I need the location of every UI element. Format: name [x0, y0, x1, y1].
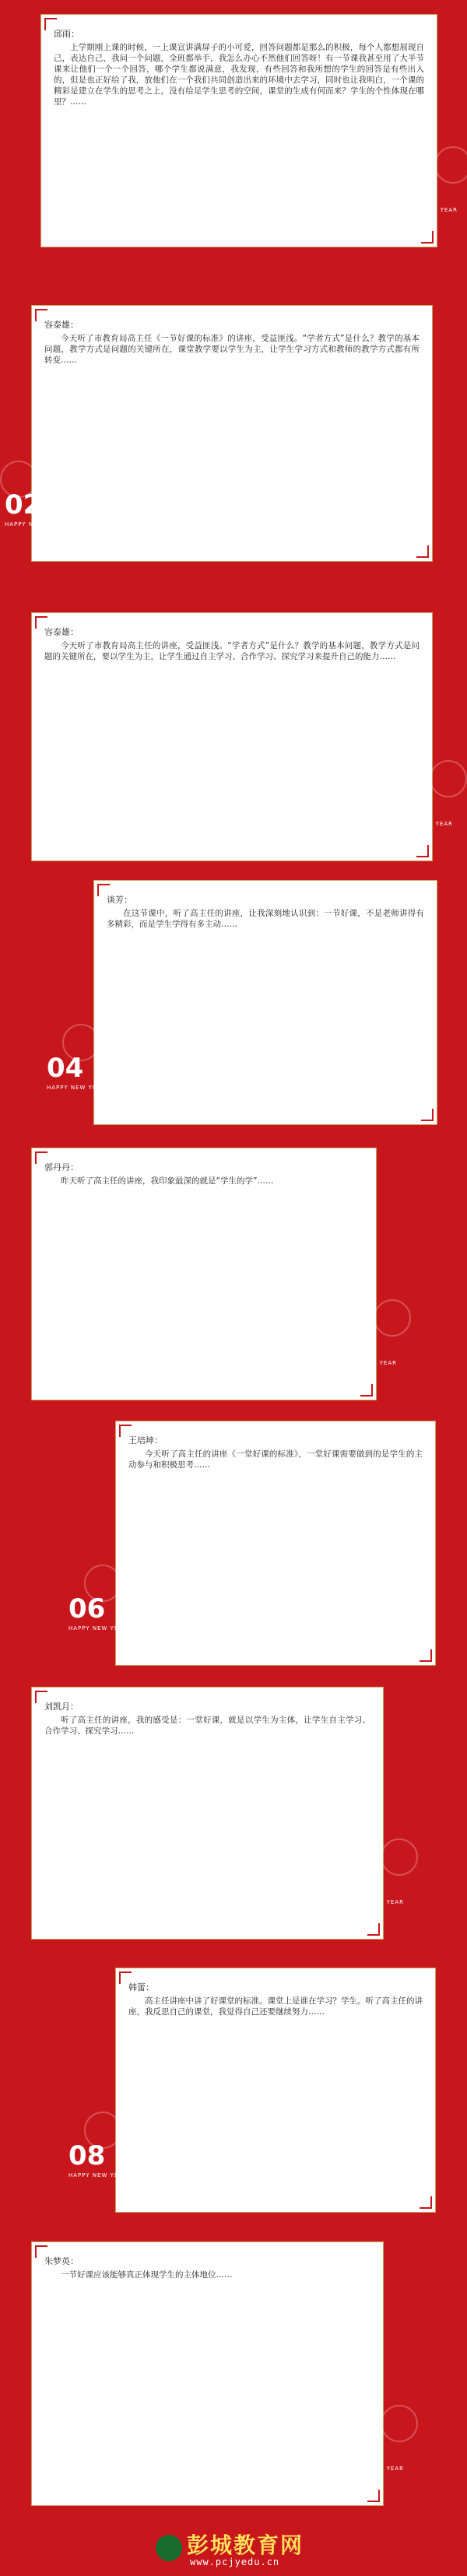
decorative-circle-icon — [381, 1838, 418, 1876]
comment-salutation: 王培坤： — [128, 1435, 163, 1446]
site-brand-text: 彭城教育网 — [187, 2532, 304, 2558]
card-number: 04 — [47, 1053, 84, 1084]
comment-body: 在这节课中，听了高主任的讲座，让我深刻地认识到：一节好课，不是老师讲得有多精彩，而是学生学得有多主动…… — [107, 909, 424, 929]
comment-card — [115, 1968, 436, 2213]
card-tagline: HAPPY NEW YEAR — [338, 1360, 397, 1366]
card-number: 02 — [5, 489, 42, 520]
card-tagline: HAPPY NEW YEAR — [47, 1085, 106, 1091]
comment-body: 今天听了高主任的讲座《一堂好课的标准》，一堂好课需要做到的是学生的主动参与和积极思考…… — [128, 1449, 423, 1470]
comment-card — [31, 305, 433, 562]
card-tagline: HAPPY NEW YEAR — [345, 1899, 404, 1905]
comment-body: 今天听了市教育局高主任的讲座，受益匪浅。“学者方式”是什么？教学的基本问题，教学方式是问题的关键所在，要以学生为主，让学生通过自主学习、合作学习、探究学习来提升自己的能力…… — [44, 641, 420, 661]
comment-body: 上学期刚上课的时候，一上课宣讲满屏子的小可爱，回答问题都是那么的积极，每个人都想展现自己，表达自己，我问一个问题，全班都举手，我怎么办心不然他们回答呀！有一节课我甚至用了大半节课来让他们一个一个回答，哪个学生都说满意，我发现，有些回答和我所想的学生的回答是有些出入的，但是也正好给了我，放他们在一个我们共同创造出来的环境中去学习，同时也让我明白，一个课的精彩是建立在学生的思考之上，没有给足学生思考的空间，课堂的生成有何而来？学生的个性体现在哪里？…… — [54, 43, 424, 107]
comment-salutation: 韩蕾： — [128, 1982, 154, 1992]
card-tagline: HAPPY NEW YEAR — [68, 2172, 128, 2178]
card-tagline: HAPPY NEW YEAR — [394, 821, 453, 827]
comment-salutation: 朱梦英： — [44, 2256, 79, 2266]
card-number: 09 — [345, 2434, 382, 2465]
comment-card — [31, 1148, 377, 1400]
card-tagline: HAPPY NEW YEAR — [68, 1625, 128, 1631]
card-number: 03 — [394, 789, 431, 820]
card-number: 05 — [338, 1328, 375, 1359]
comment-salutation: 谈芳： — [107, 895, 132, 905]
decorative-circle-icon — [381, 2405, 418, 2442]
card-number: 07 — [345, 1867, 382, 1898]
site-logo-icon — [156, 2535, 182, 2561]
comment-card — [40, 14, 437, 247]
comment-card — [31, 1687, 384, 1940]
comment-card — [115, 1421, 436, 1666]
comment-salutation: 郭丹丹： — [44, 1162, 79, 1172]
card-number: 01 — [399, 175, 436, 206]
decorative-circle-icon — [434, 146, 467, 184]
comment-body: 高主任讲座中讲了好课堂的标准。课堂上是谁在学习？学生。听了高主任的讲座，我反思自己的课堂，我觉得自己还要继续努力…… — [128, 1996, 423, 2017]
card-number: 08 — [68, 2140, 106, 2171]
card-tagline: HAPPY NEW YEAR — [399, 207, 458, 213]
site-url[interactable]: www.pcjyedu.cn — [190, 2557, 280, 2567]
decorative-circle-icon — [430, 760, 467, 797]
card-tagline: HAPPY NEW YEAR — [345, 2466, 404, 2472]
comment-salutation: 邱雨： — [54, 29, 79, 39]
comment-body: 昨天听了高主任的讲座，我印象最深的就是“学生的学”…… — [61, 1176, 274, 1186]
card-tagline: HAPPY NEW YEAR — [5, 521, 64, 527]
comment-card — [93, 880, 437, 1125]
comment-salutation: 容泰雄： — [44, 320, 79, 330]
comment-card — [31, 612, 433, 861]
decorative-circle-icon — [374, 1299, 411, 1337]
card-number: 06 — [68, 1593, 106, 1624]
comment-body: 听了高主任的讲座，我的感受是：一堂好课，就是以学生为主体，让学生自主学习、合作学习、探究学习…… — [44, 1716, 370, 1736]
comment-body: 今天听了市教育局高主任《一节好课的标准》的讲座，受益匪浅。“学者方式”是什么？教学的基本问题，教学方式是问题的关键所在，课堂教学要以学生为主，让学生学习方式和教师的教学方式都有所转变…… — [44, 334, 420, 365]
comment-salutation: 容泰雄： — [44, 627, 79, 637]
comment-card — [31, 2241, 384, 2506]
comment-body: 一节好课应该能够真正体现学生的主体地位…… — [61, 2270, 233, 2280]
comment-salutation: 刘凯月： — [44, 1702, 79, 1712]
